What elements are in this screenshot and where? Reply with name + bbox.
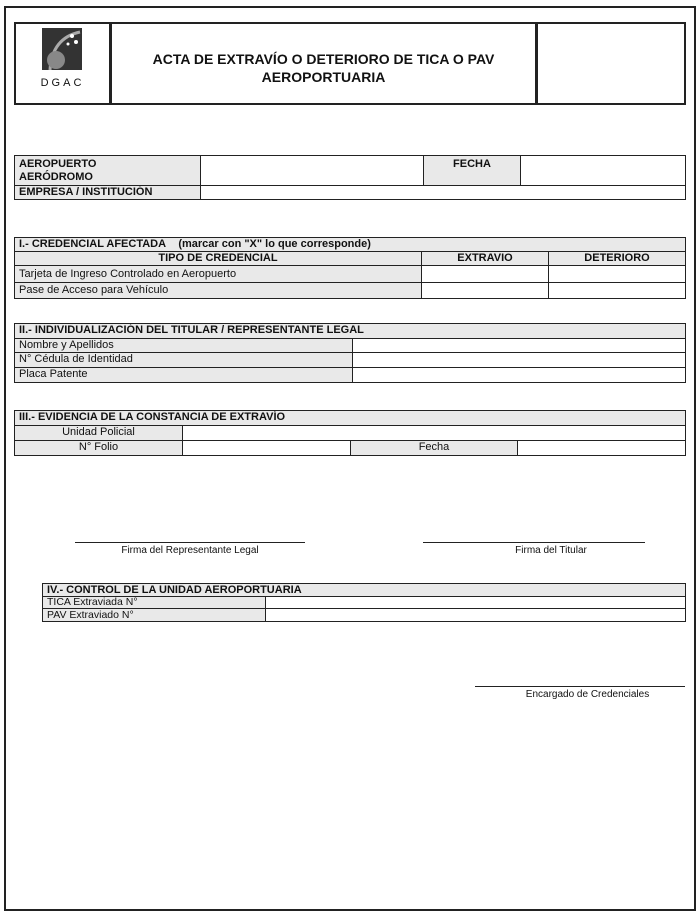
date-field[interactable] — [520, 155, 686, 186]
title-cell — [110, 22, 537, 105]
date-label: FECHA — [423, 155, 521, 186]
name-label: Nombre y Apellidos — [14, 338, 353, 353]
pav-damaged-checkbox[interactable] — [548, 282, 686, 299]
tica-number-label: TICA Extraviada N° — [42, 596, 266, 609]
airport-label-text: AEROPUERTO — [19, 158, 97, 170]
logo-cell — [14, 22, 111, 105]
page-border — [4, 6, 696, 911]
representative-signature-line[interactable] — [75, 542, 305, 543]
folio-label: N° Folio — [14, 440, 183, 456]
name-field[interactable] — [352, 338, 686, 353]
pav-number-field[interactable] — [265, 608, 686, 622]
section4-header: IV.- CONTROL DE LA UNIDAD AEROPORTUARIA — [42, 583, 686, 597]
aerodrome-label-text: AERÓDROMO — [19, 171, 93, 183]
section1-title: I.- CREDENCIAL AFECTADA — [19, 238, 167, 250]
company-label: EMPRESA / INSTITUCIÓN — [14, 185, 201, 200]
col-lost: EXTRAVIO — [421, 251, 549, 266]
holder-signature-line[interactable] — [423, 542, 645, 543]
evidence-date-field[interactable] — [517, 440, 686, 456]
id-field[interactable] — [352, 352, 686, 368]
holder-signature-label: Firma del Titular — [515, 545, 587, 556]
logo-text: DGAC — [40, 77, 85, 89]
dgac-logo-icon — [42, 28, 82, 70]
section2-header: II.- INDIVIDUALIZACIÓN DEL TITULAR / REPRESENTANTE LEGAL — [14, 323, 686, 339]
officer-signature-line[interactable] — [475, 686, 685, 687]
officer-signature-label: Encargado de Credenciales — [525, 689, 650, 700]
document-title-line2: AEROPORTUARIA — [261, 69, 386, 85]
representative-signature-label: Firma del Representante Legal — [121, 545, 259, 556]
folio-field[interactable] — [182, 440, 351, 456]
pav-lost-checkbox[interactable] — [421, 282, 549, 299]
company-field[interactable] — [200, 185, 686, 200]
section3-header: III.- EVIDENCIA DE LA CONSTANCIA DE EXTRAVÍO — [14, 410, 686, 426]
id-label: N° Cédula de Identidad — [14, 352, 353, 368]
header-blank-cell — [536, 22, 686, 105]
section1-header — [14, 237, 686, 252]
credential-row-pav: Pase de Acceso para Vehículo — [14, 282, 422, 299]
col-damaged: DETERIORO — [548, 251, 686, 266]
col-credential-type: TIPO DE CREDENCIAL — [14, 251, 422, 266]
police-unit-field[interactable] — [182, 425, 686, 441]
section1-note: (marcar con "X" lo que corresponde) — [178, 238, 371, 250]
tica-lost-checkbox[interactable] — [421, 265, 549, 283]
airport-label — [14, 155, 201, 186]
pav-number-label: PAV Extraviado N° — [42, 608, 266, 622]
evidence-date-label: Fecha — [350, 440, 518, 456]
police-unit-label: Unidad Policial — [14, 425, 183, 441]
plate-field[interactable] — [352, 367, 686, 383]
tica-damaged-checkbox[interactable] — [548, 265, 686, 283]
document-title-line1: ACTA DE EXTRAVÍO O DETERIORO DE TICA O PAV — [152, 51, 495, 67]
airport-field[interactable] — [200, 155, 424, 186]
credential-row-tica: Tarjeta de Ingreso Controlado en Aeropuerto — [14, 265, 422, 283]
plate-label: Placa Patente — [14, 367, 353, 383]
